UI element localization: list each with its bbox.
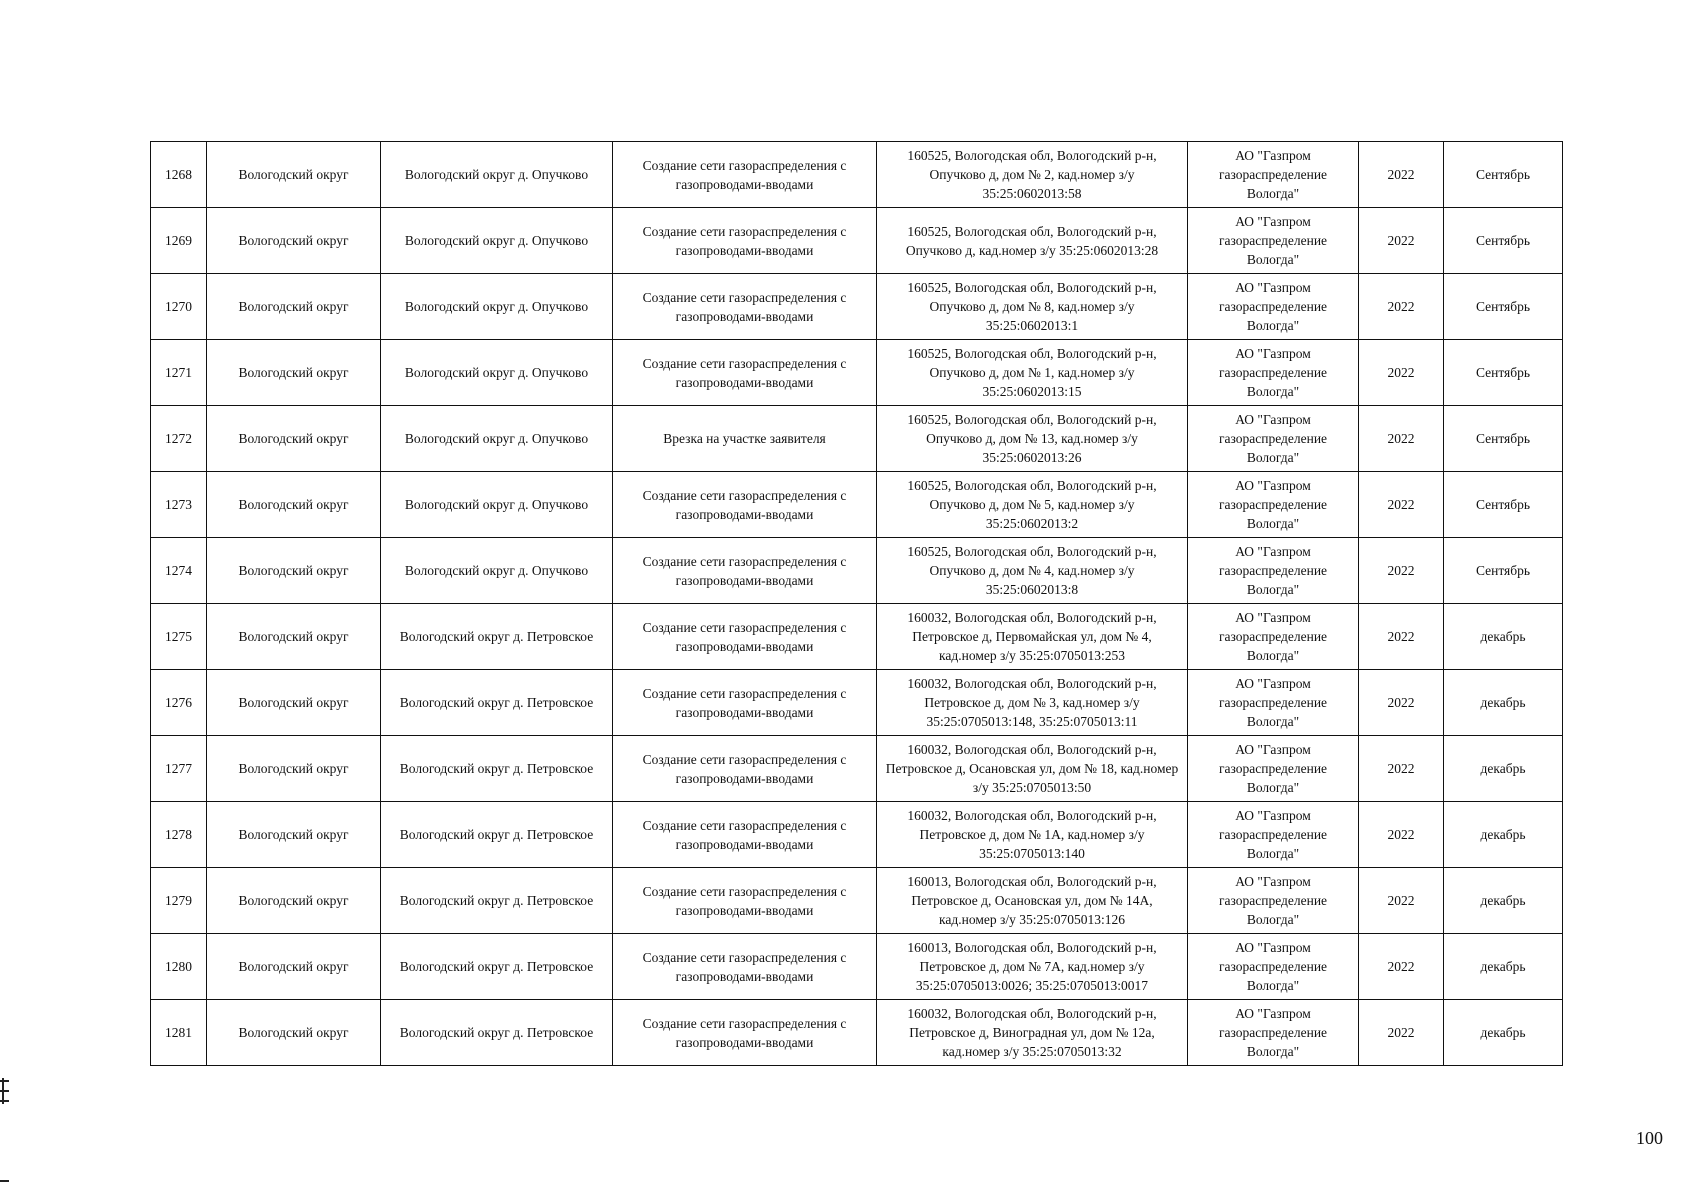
month-cell: декабрь [1444, 802, 1563, 868]
address-cell: 160525, Вологодская обл, Вологодский р-н, Опучково д, дом № 8, кад.номер з/у 35:25:0602013:1 [877, 274, 1188, 340]
address-cell: 160013, Вологодская обл, Вологодский р-н, Петровское д, дом № 7А, кад.номер з/у 35:25:0705013:0026; 35:25:0705013:0017 [877, 934, 1188, 1000]
month-cell: Сентябрь [1444, 472, 1563, 538]
row-number-cell: 1279 [151, 868, 207, 934]
work-type-cell: Создание сети газораспределения с газопроводами-вводами [613, 604, 877, 670]
address-cell: 160032, Вологодская обл, Вологодский р-н, Петровское д, Первомайская ул, дом № 4, кад.номер з/у 35:25:0705013:253 [877, 604, 1188, 670]
locality-cell: Вологодский округ д. Опучково [381, 472, 613, 538]
organization-cell: АО "Газпром газораспределение Вологда" [1188, 340, 1359, 406]
organization-cell: АО "Газпром газораспределение Вологда" [1188, 274, 1359, 340]
year-cell: 2022 [1359, 208, 1444, 274]
row-number-cell: 1275 [151, 604, 207, 670]
row-number-cell: 1273 [151, 472, 207, 538]
district-cell: Вологодский округ [207, 604, 381, 670]
table-row [151, 472, 1563, 538]
year-cell: 2022 [1359, 736, 1444, 802]
organization-cell: АО "Газпром газораспределение Вологда" [1188, 538, 1359, 604]
organization-cell: АО "Газпром газораспределение Вологда" [1188, 868, 1359, 934]
year-cell: 2022 [1359, 274, 1444, 340]
organization-cell: АО "Газпром газораспределение Вологда" [1188, 142, 1359, 208]
address-cell: 160525, Вологодская обл, Вологодский р-н, Опучково д, дом № 1, кад.номер з/у 35:25:0602013:15 [877, 340, 1188, 406]
organization-cell: АО "Газпром газораспределение Вологда" [1188, 802, 1359, 868]
district-cell: Вологодский округ [207, 472, 381, 538]
address-cell: 160032, Вологодская обл, Вологодский р-н, Петровское д, дом № 1А, кад.номер з/у 35:25:0705013:140 [877, 802, 1188, 868]
table-row [151, 604, 1563, 670]
work-type-cell: Создание сети газораспределения с газопроводами-вводами [613, 934, 877, 1000]
organization-cell: АО "Газпром газораспределение Вологда" [1188, 670, 1359, 736]
row-number-cell: 1276 [151, 670, 207, 736]
organization-cell: АО "Газпром газораспределение Вологда" [1188, 208, 1359, 274]
address-cell: 160032, Вологодская обл, Вологодский р-н, Петровское д, Виноградная ул, дом № 12а, кад.номер з/у 35:25:0705013:32 [877, 1000, 1188, 1066]
row-number-cell: 1269 [151, 208, 207, 274]
month-cell: Сентябрь [1444, 274, 1563, 340]
locality-cell: Вологодский округ д. Петровское [381, 736, 613, 802]
district-cell: Вологодский округ [207, 274, 381, 340]
locality-cell: Вологодский округ д. Петровское [381, 670, 613, 736]
district-cell: Вологодский округ [207, 406, 381, 472]
table-row [151, 142, 1563, 208]
organization-cell: АО "Газпром газораспределение Вологда" [1188, 472, 1359, 538]
locality-cell: Вологодский округ д. Опучково [381, 340, 613, 406]
row-number-cell: 1280 [151, 934, 207, 1000]
month-cell: Сентябрь [1444, 208, 1563, 274]
address-cell: 160032, Вологодская обл, Вологодский р-н, Петровское д, Осановская ул, дом № 18, кад.номер з/у 35:25:0705013:50 [877, 736, 1188, 802]
organization-cell: АО "Газпром газораспределение Вологда" [1188, 406, 1359, 472]
year-cell: 2022 [1359, 670, 1444, 736]
locality-cell: Вологодский округ д. Опучково [381, 274, 613, 340]
address-cell: 160525, Вологодская обл, Вологодский р-н, Опучково д, кад.номер з/у 35:25:0602013:28 [877, 208, 1188, 274]
table-row [151, 274, 1563, 340]
locality-cell: Вологодский округ д. Петровское [381, 1000, 613, 1066]
work-type-cell: Создание сети газораспределения с газопроводами-вводами [613, 472, 877, 538]
year-cell: 2022 [1359, 934, 1444, 1000]
work-type-cell: Создание сети газораспределения с газопроводами-вводами [613, 1000, 877, 1066]
row-number-cell: 1270 [151, 274, 207, 340]
district-cell: Вологодский округ [207, 802, 381, 868]
year-cell: 2022 [1359, 142, 1444, 208]
address-cell: 160032, Вологодская обл, Вологодский р-н, Петровское д, дом № 3, кад.номер з/у 35:25:0705013:148, 35:25:0705013:11 [877, 670, 1188, 736]
year-cell: 2022 [1359, 472, 1444, 538]
work-type-cell: Создание сети газораспределения с газопроводами-вводами [613, 538, 877, 604]
table-row [151, 1000, 1563, 1066]
locality-cell: Вологодский округ д. Петровское [381, 934, 613, 1000]
month-cell: декабрь [1444, 1000, 1563, 1066]
table-row [151, 802, 1563, 868]
table-row [151, 868, 1563, 934]
table-row [151, 208, 1563, 274]
work-type-cell: Создание сети газораспределения с газопроводами-вводами [613, 868, 877, 934]
month-cell: Сентябрь [1444, 538, 1563, 604]
row-number-cell: 1271 [151, 340, 207, 406]
year-cell: 2022 [1359, 340, 1444, 406]
row-number-cell: 1278 [151, 802, 207, 868]
address-cell: 160013, Вологодская обл, Вологодский р-н, Петровское д, Осановская ул, дом № 14А, кад.номер з/у 35:25:0705013:126 [877, 868, 1188, 934]
month-cell: Сентябрь [1444, 340, 1563, 406]
scan-edge-mark [0, 1180, 9, 1182]
work-type-cell: Создание сети газораспределения с газопроводами-вводами [613, 340, 877, 406]
organization-cell: АО "Газпром газораспределение Вологда" [1188, 934, 1359, 1000]
table-row [151, 670, 1563, 736]
work-type-cell: Создание сети газораспределения с газопроводами-вводами [613, 802, 877, 868]
address-cell: 160525, Вологодская обл, Вологодский р-н, Опучково д, дом № 5, кад.номер з/у 35:25:0602013:2 [877, 472, 1188, 538]
page-number: 100 [1636, 1128, 1663, 1148]
work-type-cell: Создание сети газораспределения с газопроводами-вводами [613, 670, 877, 736]
month-cell: декабрь [1444, 670, 1563, 736]
locality-cell: Вологодский округ д. Петровское [381, 802, 613, 868]
work-type-cell: Создание сети газораспределения с газопроводами-вводами [613, 208, 877, 274]
year-cell: 2022 [1359, 802, 1444, 868]
table-row [151, 406, 1563, 472]
address-cell: 160525, Вологодская обл, Вологодский р-н, Опучково д, дом № 2, кад.номер з/у 35:25:0602013:58 [877, 142, 1188, 208]
month-cell: декабрь [1444, 934, 1563, 1000]
locality-cell: Вологодский округ д. Опучково [381, 406, 613, 472]
district-cell: Вологодский округ [207, 868, 381, 934]
locality-cell: Вологодский округ д. Опучково [381, 538, 613, 604]
locality-cell: Вологодский округ д. Петровское [381, 604, 613, 670]
year-cell: 2022 [1359, 868, 1444, 934]
locality-cell: Вологодский округ д. Петровское [381, 868, 613, 934]
year-cell: 2022 [1359, 1000, 1444, 1066]
district-cell: Вологодский округ [207, 208, 381, 274]
table-row [151, 736, 1563, 802]
work-type-cell: Создание сети газораспределения с газопроводами-вводами [613, 736, 877, 802]
work-type-cell: Создание сети газораспределения с газопроводами-вводами [613, 142, 877, 208]
table-body [151, 142, 1563, 1066]
table-row [151, 934, 1563, 1000]
district-cell: Вологодский округ [207, 670, 381, 736]
year-cell: 2022 [1359, 538, 1444, 604]
work-type-cell: Создание сети газораспределения с газопроводами-вводами [613, 274, 877, 340]
district-cell: Вологодский округ [207, 538, 381, 604]
row-number-cell: 1277 [151, 736, 207, 802]
year-cell: 2022 [1359, 406, 1444, 472]
locality-cell: Вологодский округ д. Опучково [381, 142, 613, 208]
locality-cell: Вологодский округ д. Опучково [381, 208, 613, 274]
month-cell: Сентябрь [1444, 142, 1563, 208]
month-cell: декабрь [1444, 736, 1563, 802]
district-cell: Вологодский округ [207, 736, 381, 802]
gasification-table [150, 141, 1563, 1066]
table-row [151, 340, 1563, 406]
organization-cell: АО "Газпром газораспределение Вологда" [1188, 604, 1359, 670]
year-cell: 2022 [1359, 604, 1444, 670]
month-cell: Сентябрь [1444, 406, 1563, 472]
work-type-cell: Врезка на участке заявителя [613, 406, 877, 472]
address-cell: 160525, Вологодская обл, Вологодский р-н, Опучково д, дом № 4, кад.номер з/у 35:25:0602013:8 [877, 538, 1188, 604]
table-row [151, 538, 1563, 604]
organization-cell: АО "Газпром газораспределение Вологда" [1188, 736, 1359, 802]
district-cell: Вологодский округ [207, 1000, 381, 1066]
row-number-cell: 1272 [151, 406, 207, 472]
month-cell: декабрь [1444, 604, 1563, 670]
row-number-cell: 1274 [151, 538, 207, 604]
district-cell: Вологодский округ [207, 934, 381, 1000]
row-number-cell: 1268 [151, 142, 207, 208]
organization-cell: АО "Газпром газораспределение Вологда" [1188, 1000, 1359, 1066]
row-number-cell: 1281 [151, 1000, 207, 1066]
scan-edge-mark [2, 1078, 4, 1104]
district-cell: Вологодский округ [207, 142, 381, 208]
month-cell: декабрь [1444, 868, 1563, 934]
district-cell: Вологодский округ [207, 340, 381, 406]
address-cell: 160525, Вологодская обл, Вологодский р-н, Опучково д, дом № 13, кад.номер з/у 35:25:0602013:26 [877, 406, 1188, 472]
